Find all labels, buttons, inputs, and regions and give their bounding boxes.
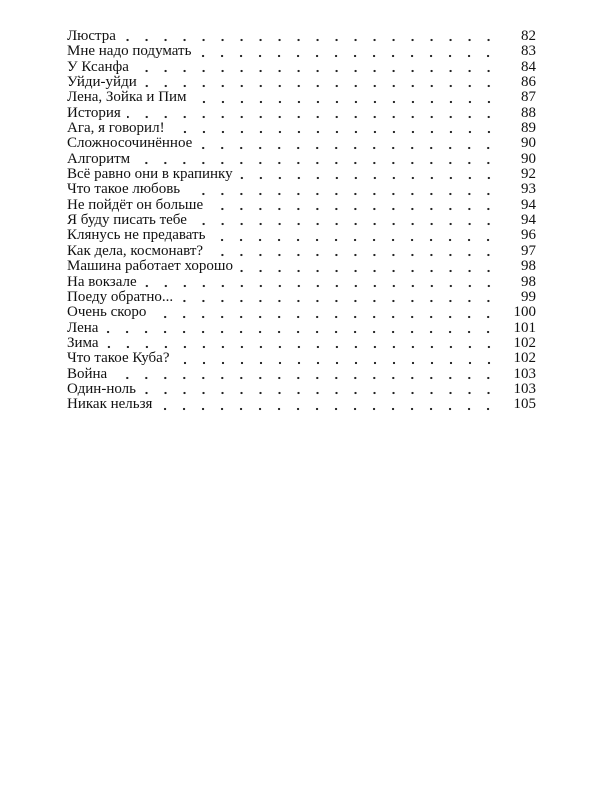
dot-leader — [197, 54, 498, 58]
dot-leader — [142, 391, 498, 395]
dot-leader — [239, 269, 498, 273]
toc-entry-page-number: 102 — [513, 350, 536, 367]
toc-entry-title: Уйди-уйди — [67, 75, 143, 90]
toc-entry — [67, 351, 536, 366]
toc-entry-title: Что такое любовь — [67, 182, 186, 197]
toc-entry — [67, 182, 536, 197]
toc-entry-page-number: 100 — [513, 304, 536, 321]
toc-entry-title: Мне надо подумать — [67, 44, 197, 59]
toc-entry — [67, 397, 536, 412]
toc-entry — [67, 290, 536, 305]
toc-entry-title: История — [67, 106, 127, 121]
toc-entry-page-number: 99 — [521, 288, 536, 305]
toc-entry — [67, 228, 536, 243]
dot-leader — [211, 238, 498, 242]
toc-entry-page-number: 94 — [521, 212, 536, 229]
dot-leader — [143, 84, 498, 88]
dot-leader — [143, 284, 498, 288]
dot-leader — [104, 330, 498, 334]
toc-entry-page-number: 92 — [521, 166, 536, 183]
toc-entry-title: Лена, Зойка и Пим — [67, 90, 193, 105]
toc-entry-title: У Ксанфа — [67, 60, 135, 75]
dot-leader — [127, 115, 498, 119]
toc-entry-page-number: 86 — [521, 74, 536, 91]
toc-entry — [67, 198, 536, 213]
toc-entry — [67, 259, 536, 274]
toc-entry-title: Сложносочинённое — [67, 136, 198, 151]
dot-leader — [135, 69, 498, 73]
toc-entry-page-number: 82 — [521, 28, 536, 44]
toc-entry — [67, 167, 536, 182]
toc-entry-title: Что такое Куба? — [67, 351, 176, 366]
toc-entry — [67, 121, 536, 136]
toc-entry — [67, 213, 536, 228]
toc-entry-page-number: 87 — [521, 89, 536, 106]
dot-leader — [158, 407, 498, 411]
toc-entry — [67, 336, 536, 351]
toc-entry-page-number: 97 — [521, 242, 536, 259]
toc-entry-page-number: 101 — [513, 319, 536, 336]
dot-leader — [209, 253, 498, 257]
dot-leader — [152, 315, 498, 319]
toc-entry-page-number: 93 — [521, 181, 536, 198]
toc-entry-title: Очень скоро — [67, 305, 152, 320]
toc-entry-title: Машина работает хорошо — [67, 259, 239, 274]
toc-entry — [67, 29, 536, 44]
toc-entry — [67, 305, 536, 320]
toc-entry-page-number: 103 — [513, 365, 536, 382]
toc-entry — [67, 244, 536, 259]
toc-entry — [67, 321, 536, 336]
dot-leader — [193, 222, 498, 226]
dot-leader — [136, 161, 498, 165]
dot-leader — [176, 361, 499, 365]
toc-entry-title: Один-ноль — [67, 382, 142, 397]
dot-leader — [171, 130, 498, 134]
toc-entry-title: Клянусь не предавать — [67, 228, 211, 243]
toc-entry-page-number: 98 — [521, 258, 536, 275]
toc-entry — [67, 275, 536, 290]
dot-leader — [122, 38, 498, 42]
toc-entry-page-number: 89 — [521, 120, 536, 137]
toc-entry-title: Я буду писать тебе — [67, 213, 193, 228]
toc-entry-page-number: 96 — [521, 227, 536, 244]
toc-entry-title: Никак нельзя — [67, 397, 158, 412]
toc-entry-page-number: 83 — [521, 43, 536, 60]
dot-leader — [105, 345, 498, 349]
toc-entry-page-number: 90 — [521, 135, 536, 152]
dot-leader — [239, 176, 498, 180]
toc-entry-title: Война — [67, 367, 113, 382]
toc-entry — [67, 367, 536, 382]
toc-entry — [67, 382, 536, 397]
toc-entry — [67, 75, 536, 90]
toc-entry — [67, 152, 536, 167]
toc-entry-title: Как дела, космонавт? — [67, 244, 209, 259]
toc-entry-page-number: 98 — [521, 273, 536, 290]
toc-entry-page-number: 90 — [521, 150, 536, 167]
dot-leader — [179, 299, 498, 303]
toc-entry-page-number: 103 — [513, 380, 536, 397]
dot-leader — [209, 207, 498, 211]
toc-entry — [67, 90, 536, 105]
toc-entry — [67, 136, 536, 151]
toc-entry-page-number: 94 — [521, 196, 536, 213]
toc-entry — [67, 44, 536, 59]
toc-entry — [67, 60, 536, 75]
dot-leader — [193, 100, 498, 104]
toc-entry-title: Люстра — [67, 29, 122, 44]
toc-entry-title: Лена — [67, 321, 104, 336]
toc-entry-title: Алгоритм — [67, 152, 136, 167]
toc-entry-page-number: 105 — [513, 396, 536, 413]
toc-entry-page-number: 84 — [521, 58, 536, 75]
toc-entry-title: Поеду обратно... — [67, 290, 179, 305]
toc-entry-title: На вокзале — [67, 275, 143, 290]
dot-leader — [113, 376, 498, 380]
dot-leader — [198, 146, 498, 150]
toc-entry-page-number: 102 — [513, 334, 536, 351]
toc-entry-title: Всё равно они в крапинку — [67, 167, 239, 182]
toc-entry-title: Не пойдёт он больше — [67, 198, 209, 213]
toc-entry-title: Ага, я говорил! — [67, 121, 171, 136]
toc-entry — [67, 106, 536, 121]
table-of-contents — [67, 29, 536, 413]
dot-leader — [186, 192, 498, 196]
toc-entry-page-number: 88 — [521, 104, 536, 121]
toc-entry-title: Зима — [67, 336, 105, 351]
